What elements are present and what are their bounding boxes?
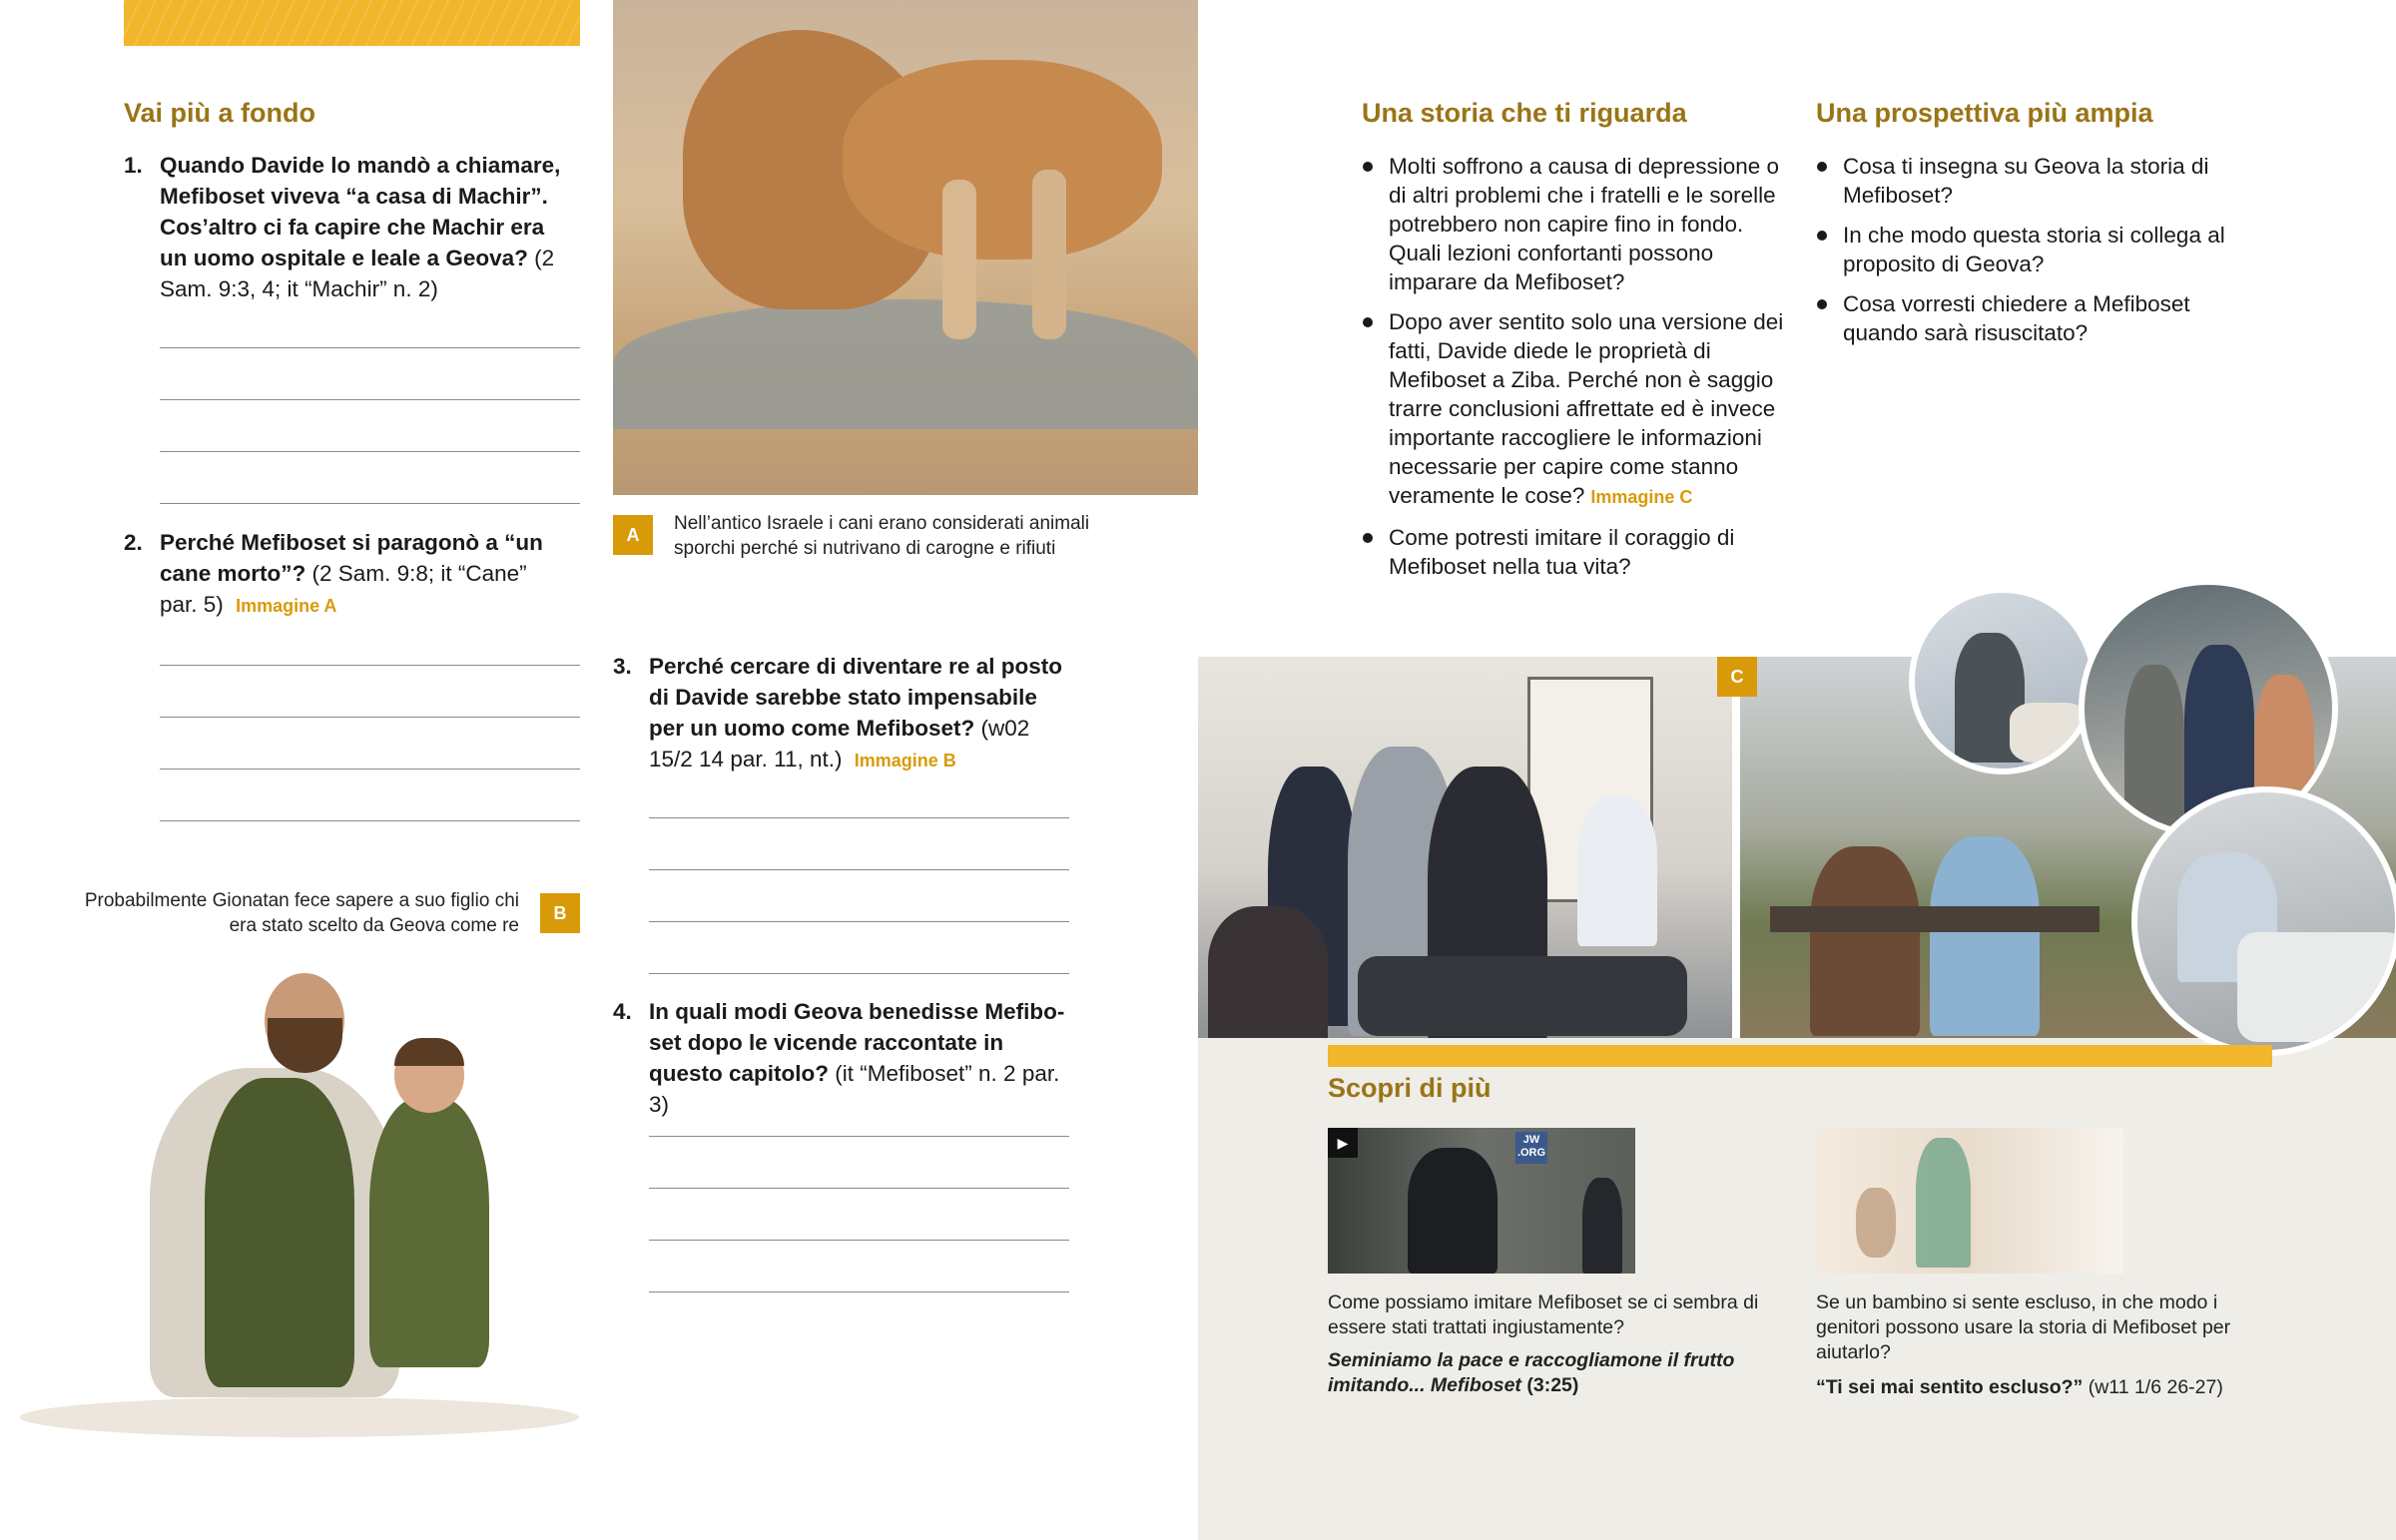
video-thumbnail[interactable] — [1328, 1128, 1635, 1274]
answer-lines-3[interactable] — [649, 767, 1069, 974]
question-number: 4. — [613, 999, 632, 1024]
perspective-item-1: Cosa ti insegna su Geova la storia di Mefiboset? — [1816, 152, 2235, 210]
article-reference: (w11 1/6 26-27) — [2088, 1376, 2223, 1398]
image-reference-tag[interactable]: Immagine C — [1590, 487, 1693, 507]
image-reference-tag[interactable]: Immagine B — [854, 751, 956, 770]
question-1 — [124, 150, 563, 304]
question-text: Perché cercare di diventare re al posto di Davide sarebbe stato impensabile per un uomo come Mefiboset? — [649, 654, 1062, 741]
caption-a: Nell’antico Israele i cani erano considerati animali sporchi perché si nutrivano di carogne e rifiuti — [674, 513, 1090, 559]
caption-b: Probabilmente Gionatan fece sapere a suo figlio chi era stato scelto da Geova come re — [84, 890, 519, 936]
section-heading-storia: Una storia che ti riguarda — [1362, 98, 1687, 128]
photo-circle-visit — [1909, 587, 2096, 774]
perspective-list — [1816, 152, 2235, 358]
story-item-2: Dopo aver sentito solo una versione dei fatti, Davide diede le proprietà di Mefiboset a Ziba. Perché non è saggio trarre conclusioni affrettate ed è invece importante raccogliere le informazioni necessarie per capire come stanno veramente le cose? Immagine C — [1362, 307, 1791, 512]
section-heading-vai-piu-a-fondo: Vai più a fondo — [124, 98, 316, 128]
article-title-text[interactable]: “Ti sei mai sentito escluso?” — [1816, 1376, 2084, 1398]
question-reference: (w02 15/2 14 par. 11, nt.) — [649, 716, 1030, 771]
jw-org-logo: JW .ORG — [1515, 1132, 1547, 1164]
story-list — [1362, 152, 1791, 592]
photo-dog-drinking — [613, 0, 1198, 495]
perspective-item-3: Cosa vorresti chiedere a Mefiboset quando sarà risuscitato? — [1816, 289, 2235, 347]
story-item-1: Molti soffrono a causa di depressione o di altri problemi che i fratelli e le sorelle potrebbero non capire fino in fondo. Quali lezioni confortanti possono imparare da Mefiboset? — [1362, 152, 1791, 296]
photo-circle-car-repair — [2131, 786, 2396, 1056]
question-reference: (2 Sam. 9:8; it “Cane” par. 5) — [160, 561, 527, 617]
question-text: In quali modi Geova benedisse Mefiboset dopo le vicende raccontate in questo capitolo? — [649, 999, 1065, 1086]
question-reference: (it “Mefiboset” n. 2 par. 3) — [649, 1061, 1060, 1117]
section-heading-scopri: Scopri di più — [1328, 1073, 1492, 1103]
answer-lines-2[interactable] — [160, 614, 580, 821]
video-duration: (3:25) — [1526, 1374, 1579, 1396]
section-heading-prospettiva: Una prospettiva più ampia — [1816, 98, 2153, 128]
badge-a: A — [613, 515, 653, 555]
play-icon[interactable]: ▶ — [1328, 1128, 1358, 1158]
question-reference: (2 Sam. 9:3, 4; it “Machir” n. 2) — [160, 246, 555, 301]
bottom-panel — [1198, 1038, 2396, 1540]
header-band — [124, 0, 580, 46]
article-caption: Se un bambino si sente escluso, in che modo i genitori possono usare la storia di Mefiboset per aiutarlo? — [1816, 1291, 2231, 1363]
question-text: Perché Mefiboset si paragonò a “un cane morto”? — [160, 530, 543, 586]
photo-divider — [1732, 657, 1740, 1038]
badge-b: B — [540, 893, 580, 933]
video-title-text[interactable]: Seminiamo la pace e raccogliamone il frutto imitando... Mefiboset — [1328, 1349, 1735, 1396]
perspective-item-2: In che modo questa storia si collega al proposito di Geova? — [1816, 221, 2235, 278]
answer-lines-1[interactable] — [160, 296, 580, 504]
story-item-3: Come potresti imitare il coraggio di Mefiboset nella tua vita? — [1362, 523, 1791, 581]
illustration-father-and-son — [0, 958, 609, 1477]
question-number: 3. — [613, 654, 632, 679]
question-2 — [124, 527, 563, 622]
video-caption: Come possiamo imitare Mefiboset se ci sembra di essere stati trattati ingiustamente? — [1328, 1291, 1759, 1338]
badge-c: C — [1717, 657, 1757, 697]
question-text: Quando Davide lo mandò a chiamare, Mefiboset viveva “a casa di Machir”. Cos’altro ci fa capire che Machir era un uomo ospitale e leale a Geova? — [160, 153, 561, 270]
question-3 — [613, 651, 1072, 776]
more-band — [1328, 1045, 2272, 1067]
question-number: 2. — [124, 530, 143, 555]
video-title[interactable] — [1328, 1348, 1777, 1398]
article-thumbnail[interactable] — [1816, 1128, 2123, 1274]
question-number: 1. — [124, 153, 143, 178]
image-reference-tag[interactable]: Immagine A — [236, 596, 337, 616]
article-title[interactable] — [1816, 1375, 2245, 1400]
answer-lines-4[interactable] — [649, 1085, 1069, 1292]
photo-office-conversation — [1198, 657, 1732, 1038]
